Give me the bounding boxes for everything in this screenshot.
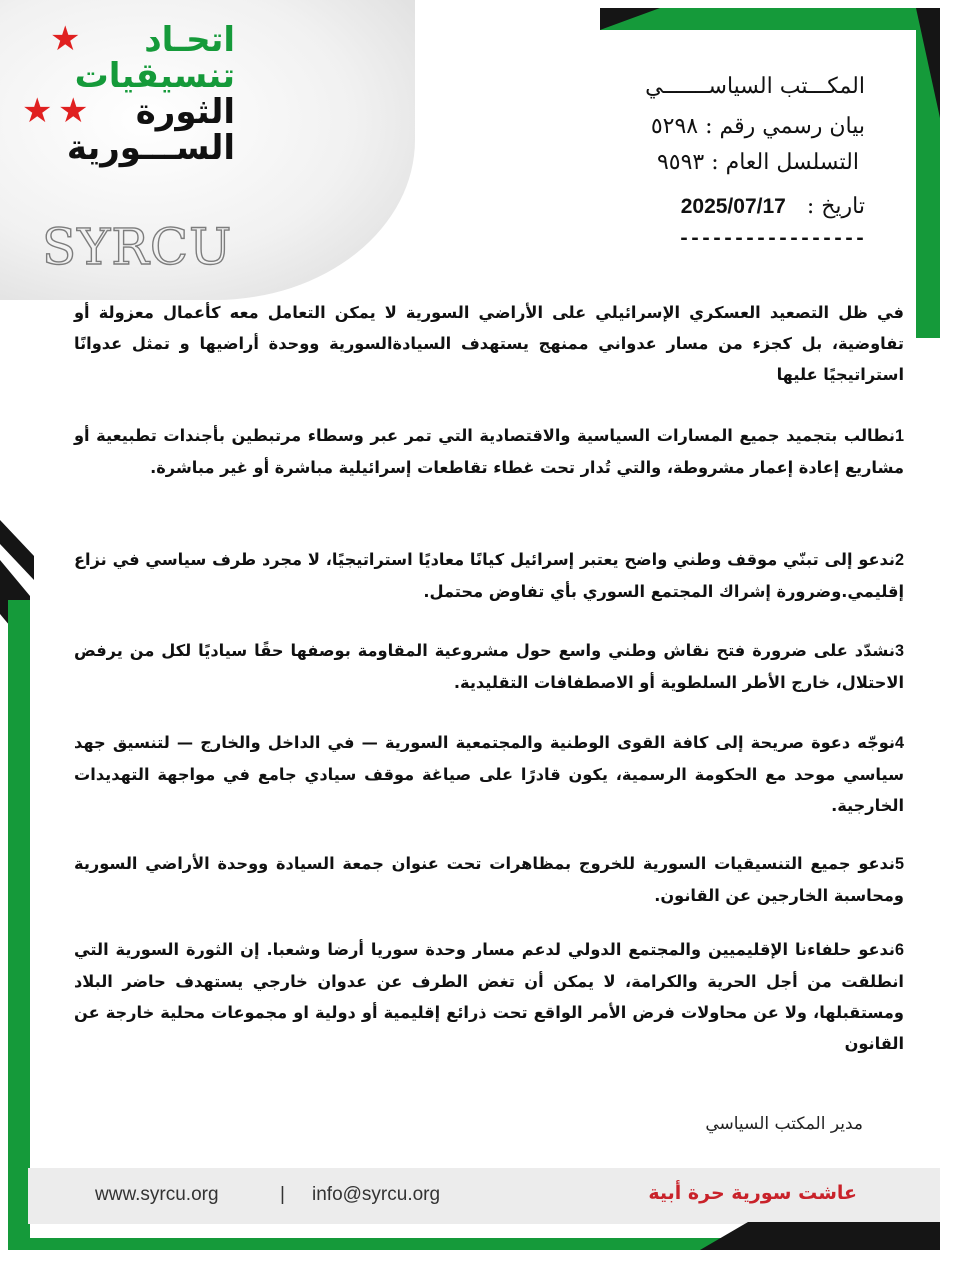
- footer-email-link[interactable]: info@syrcu.org: [312, 1184, 441, 1205]
- point-text: ندعو إلى تبنّي موقف وطني واضح يعتبر إسرائيل كيانًا معاديًا استراتيجيًا، لا مجرد طرف سياسي في نزاع إقليمي.وضرورة إشراك المجتمع السوري بأي تفاوض محتمل.: [74, 550, 904, 601]
- point-number: 4: [894, 734, 904, 752]
- point-number: 3: [894, 642, 904, 660]
- signature: مدير المكتب السياسي: [705, 1114, 863, 1134]
- point-text: ندعو جميع التنسيقيات السورية للخروج بمظاهرات تحت عنوان جمعة السيادة ووحدة الأراضي السورية ومحاسبة الخارجين عن القانون.: [74, 854, 904, 905]
- statement-date: [681, 194, 865, 219]
- logo-latin-text: SYRCU: [42, 218, 233, 276]
- point-5: [74, 848, 904, 911]
- logo-line-2: تنسيقيات: [74, 56, 235, 96]
- red-star-icon: ★: [50, 19, 81, 59]
- statement-number: بيان رسمي رقم : ٥٢٩٨: [650, 114, 865, 139]
- point-text: نشدّد على ضرورة فتح نقاش وطني واسع حول مشروعية المقاومة بوصفها حقًا سياديًا لكل من يرفض الاحتلال، خارج الأطر السلطوية أو الاصطفافات التقليدية.: [74, 641, 904, 692]
- logo: [20, 20, 235, 170]
- logo-line-1: اتحـاد: [144, 20, 235, 60]
- frame-left-stripe: [8, 600, 30, 1250]
- point-6: [74, 934, 904, 1059]
- office-title: المكـــتب السياســـــــي: [645, 74, 865, 99]
- point-text: نطالب بتجميد جميع المسارات السياسية والاقتصادية التي تمر عبر وسطاء مرتبطين بأجندات تطبيعية أو مشاريع إعادة إعمار مشروطة، والتي تُدار تحت غطاء تقاطعات إسرائيلية مباشرة أو غير مباشرة.: [74, 426, 904, 477]
- sequence-number: التسلسل العام : ٩٥٩٣: [656, 150, 859, 175]
- point-number: 2: [894, 551, 904, 569]
- frame-top-stripe: [600, 8, 940, 30]
- point-text: ندعو حلفاءنا الإقليميين والمجتمع الدولي لدعم مسار وحدة سوريا أرضا وشعبا. إن الثورة السورية التي انطلقت من أجل الحرية والكرامة، لا يمكن أن تغض الطرف عن عدوان خارجي يستهدف حاضر البلاد ومستقبلها، ولا عن محاولات فرض الأمر الواقع تحت ذرائع إقليمية أو دولية او مجموعات محلية خارجة عن القانون: [74, 940, 904, 1053]
- footer-separator: |: [280, 1184, 285, 1205]
- point-3: [74, 635, 904, 698]
- header-divider: -----------------: [677, 228, 865, 251]
- logo-line-3: الثورة: [135, 92, 235, 132]
- frame-bottom-corner: [700, 1222, 940, 1250]
- footer-slogan: عاشت سورية حرة أبية: [648, 1182, 857, 1204]
- footer-website-link[interactable]: www.syrcu.org: [95, 1184, 219, 1205]
- point-4: [74, 727, 904, 821]
- point-number: 1: [894, 427, 904, 445]
- point-number: 5: [894, 855, 904, 873]
- red-star-icon: ★: [58, 91, 89, 131]
- logo-line-4: الســـورية: [66, 128, 235, 168]
- date-label: تاريخ :: [806, 194, 865, 219]
- date-value: 2025/07/17: [680, 195, 786, 218]
- point-number: 6: [894, 941, 904, 959]
- intro-paragraph: في ظل التصعيد العسكري الإسرائيلي على الأراضي السورية لا يمكن التعامل معه كأعمال معزولة أو تفاوضية، بل كجزء من مسار عدواني ممنهج يستهدف السيادةالسورية ووحدة أراضيها و تمثل عدوانًا استراتيجيًا عليها: [74, 303, 904, 384]
- red-star-icon: ★: [22, 91, 53, 131]
- point-2: [74, 544, 904, 607]
- point-1: [74, 420, 904, 483]
- point-text: نوجّه دعوة صريحة إلى كافة القوى الوطنية والمجتمعية السورية — في الداخل والخارج — لتنسيق جهد سياسي موحد مع الحكومة الرسمية، يكون قادرًا على صياغة موقف سيادي جامع في مواجهة التهديدات الخارجية.: [74, 733, 904, 815]
